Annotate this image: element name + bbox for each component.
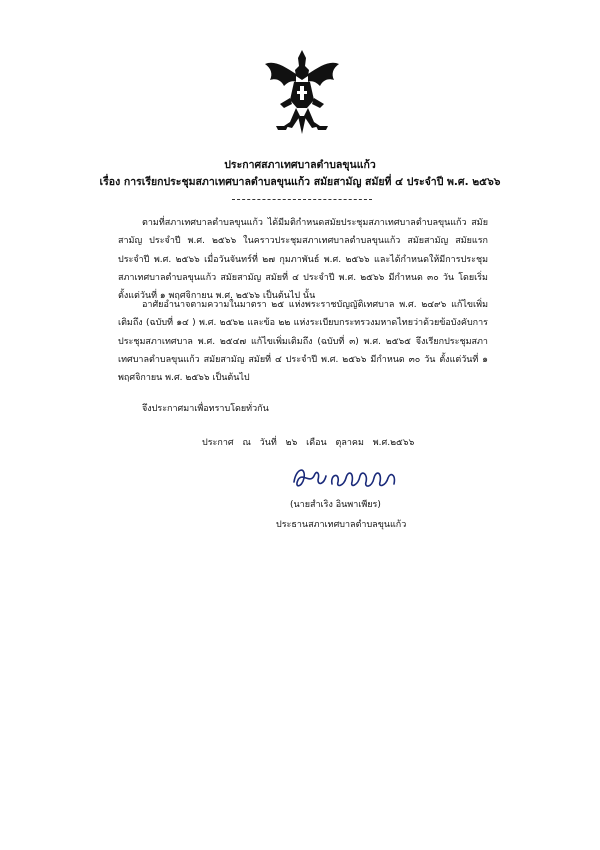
handwritten-signature bbox=[288, 458, 406, 494]
signatory-position: ประธานสภาเทศบาลตำบลขุนแก้ว bbox=[276, 520, 407, 530]
announcement-title: ประกาศสภาเทศบาลตำบลขุนแก้ว bbox=[224, 159, 376, 171]
paragraph-closing: จึงประกาศมาเพื่อทราบโดยทั่วกัน bbox=[142, 404, 269, 414]
garuda-emblem bbox=[262, 46, 342, 138]
paragraph-legal-basis: อาศัยอำนาจตามความในมาตรา ๒๕ แห่งพระราชบัญญัติเทศบาล พ.ศ. ๒๔๙๖ แก้ไขเพิ่มเติมถึง (ฉบับที่ ๑๔ ) พ.ศ. ๒๕๖๒ และข้อ ๒๒ แห่งระเบียบกระทรวงมหาดไทยว่าด้วยข้อบังคับการประชุมสภาเทศบาล พ.ศ. ๒๕๔๗ แก้ไขเพิ่มเติมถึง (ฉบับที่ ๓) พ.ศ. ๒๕๖๕ จึงเรียกประชุมสภาเทศบาลตำบลขุนแก้ว สมัยสามัญ สมัยที่ ๔ ประจำปี พ.ศ. ๒๕๖๖ มีกำหนด ๓๐ วัน ตั้งแต่วันที่ ๑ พฤศจิกายน พ.ศ. ๒๕๖๖ เป็นต้นไป bbox=[118, 300, 488, 384]
divider bbox=[232, 199, 372, 200]
announcement-date: ประกาศ ณ วันที่ ๒๖ เดือน ตุลาคม พ.ศ.๒๕๖๖ bbox=[202, 438, 415, 448]
announcement-subject: เรื่อง การเรียกประชุมสภาเทศบาลตำบลขุนแก้ว สมัยสามัญ สมัยที่ ๔ ประจำปี พ.ศ. ๒๕๖๖ bbox=[99, 176, 501, 188]
paragraph-background: ตามที่สภาเทศบาลตำบลขุนแก้ว ได้มีมติกำหนดสมัยประชุมสภาเทศบาลตำบลขุนแก้ว สมัยสามัญ ประจำปี พ.ศ. ๒๕๖๖ ในคราวประชุมสภาเทศบาลตำบลขุนแก้ว สมัยสามัญ สมัยแรก ประจำปี พ.ศ. ๒๕๖๖ เมื่อวันจันทร์ที่ ๒๗ กุมภาพันธ์ พ.ศ. ๒๕๖๖ และได้กำหนดให้มีการประชุมสภาเทศบาลตำบลขุนแก้ว สมัยสามัญ สมัยที่ ๔ ประจำปี พ.ศ. ๒๕๖๖ มีกำหนด ๓๐ วัน โดยเริ่มตั้งแต่วันที่ ๑ พฤศจิกายน พ.ศ. ๒๕๖๖ เป็นต้นไป นั้น bbox=[118, 218, 488, 302]
signatory-name: (นายสำเริง อินพาเพียร) bbox=[290, 500, 381, 510]
